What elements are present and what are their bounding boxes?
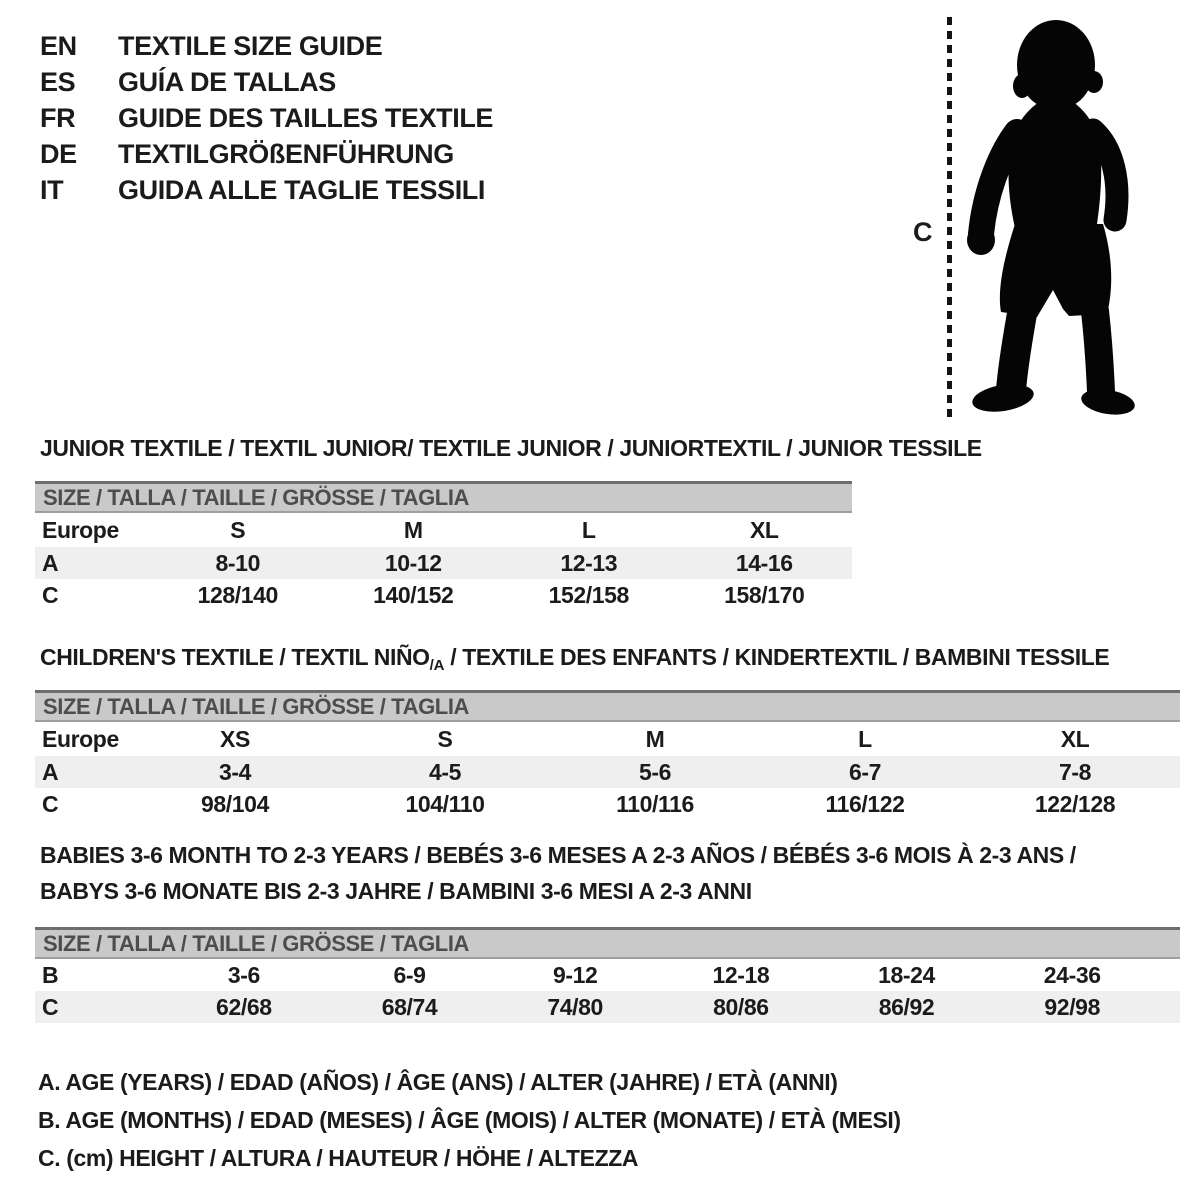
size-column-header: L bbox=[581, 516, 596, 543]
table-row bbox=[35, 547, 852, 579]
table-cell: 80/86 bbox=[713, 993, 769, 1020]
table-cell: 12-18 bbox=[712, 961, 770, 988]
table-row bbox=[35, 579, 852, 611]
size-column-header: XL bbox=[749, 516, 779, 543]
babies-table-rows bbox=[35, 959, 1180, 1023]
language-list bbox=[40, 28, 493, 208]
table-cell: 18-24 bbox=[878, 961, 935, 988]
table-cell: 5-6 bbox=[638, 758, 672, 785]
table-cell: 3-6 bbox=[227, 961, 260, 988]
children-section-title bbox=[40, 639, 1109, 679]
legend-age-years: A. AGE (YEARS) / EDAD (AÑOS) / ÂGE (ANS) / ALTER (JAHRE) / ETÀ (ANNI) bbox=[38, 1069, 838, 1095]
guide-title: GUÍA DE TALLAS bbox=[118, 67, 336, 97]
size-column-header: M bbox=[645, 725, 665, 752]
row-label: C bbox=[42, 581, 59, 608]
language-row bbox=[40, 64, 493, 100]
region-label: Europe bbox=[42, 516, 119, 543]
size-header-bar: SIZE / TALLA / TAILLE / GRÖSSE / TAGLIA bbox=[35, 927, 1180, 959]
children-table-rows bbox=[35, 722, 1180, 820]
children-title-suffix: / TEXTILE DES ENFANTS / KINDERTEXTIL / BAMBINI TESSILE bbox=[444, 644, 1110, 670]
row-label: A bbox=[42, 758, 59, 785]
table-cell: 12-13 bbox=[560, 549, 618, 576]
table-cell: 7-8 bbox=[1058, 758, 1092, 785]
table-cell: 158/170 bbox=[724, 581, 805, 608]
table-cell: 14-16 bbox=[735, 549, 793, 576]
height-measure-label: C bbox=[913, 217, 933, 247]
measurement-legend bbox=[38, 1063, 901, 1177]
table-cell: 6-9 bbox=[393, 961, 426, 988]
table-row bbox=[35, 959, 1180, 991]
table-cell: 86/92 bbox=[878, 993, 935, 1020]
table-header-row bbox=[35, 722, 1180, 756]
legend-age-months: B. AGE (MONTHS) / EDAD (MESES) / ÂGE (MOIS) / ALTER (MONATE) / ETÀ (MESI) bbox=[38, 1107, 901, 1133]
table-cell: 128/140 bbox=[197, 581, 278, 608]
table-cell: 74/80 bbox=[547, 993, 603, 1020]
table-cell: 104/110 bbox=[405, 790, 485, 817]
babies-title-line2: BABYS 3-6 MONATE BIS 2-3 JAHRE / BAMBINI 3-6 MESI A 2-3 ANNI bbox=[40, 878, 752, 904]
guide-title: TEXTILE SIZE GUIDE bbox=[118, 31, 383, 61]
legend-height-cm: C. (cm) HEIGHT / ALTURA / HAUTEUR / HÖHE / ALTEZZA bbox=[38, 1145, 639, 1171]
table-cell: 68/74 bbox=[381, 993, 438, 1020]
language-row bbox=[40, 28, 493, 64]
junior-size-table bbox=[35, 481, 852, 611]
size-column-header: XL bbox=[1060, 725, 1090, 752]
table-cell: 9-12 bbox=[552, 961, 598, 988]
table-cell: 92/98 bbox=[1044, 993, 1100, 1020]
size-header-bar: SIZE / TALLA / TAILLE / GRÖSSE / TAGLIA bbox=[35, 690, 1180, 722]
language-code: IT bbox=[40, 175, 64, 205]
table-cell: 116/122 bbox=[825, 790, 905, 817]
guide-title: TEXTILGRÖßENFÜHRUNG bbox=[118, 139, 454, 169]
row-label: C bbox=[42, 790, 59, 817]
language-code: EN bbox=[40, 31, 77, 61]
row-label: C bbox=[42, 993, 59, 1020]
row-label: B bbox=[42, 961, 59, 988]
table-row bbox=[35, 756, 1180, 788]
size-column-header: S bbox=[230, 516, 246, 543]
table-cell: 140/152 bbox=[373, 581, 454, 608]
guide-title: GUIDE DES TAILLES TEXTILE bbox=[118, 103, 494, 133]
language-code: DE bbox=[40, 139, 77, 169]
babies-section-title bbox=[40, 837, 1076, 909]
table-cell: 152/158 bbox=[548, 581, 629, 608]
table-cell: 122/128 bbox=[1034, 790, 1116, 817]
toddler-silhouette-icon bbox=[967, 18, 1139, 418]
babies-size-table bbox=[35, 927, 1180, 1023]
table-cell: 4-5 bbox=[428, 758, 462, 785]
size-column-header: M bbox=[403, 516, 423, 543]
junior-section-title: JUNIOR TEXTILE / TEXTIL JUNIOR/ TEXTILE JUNIOR / JUNIORTEXTIL / JUNIOR TESSILE bbox=[40, 435, 982, 461]
table-header-row bbox=[35, 513, 852, 547]
table-cell: 6-7 bbox=[848, 758, 882, 785]
row-label: A bbox=[42, 549, 59, 576]
language-row bbox=[40, 136, 493, 172]
region-label: Europe bbox=[42, 725, 119, 752]
language-code: ES bbox=[40, 67, 76, 97]
junior-table-rows bbox=[35, 513, 852, 611]
table-cell: 24-36 bbox=[1043, 961, 1101, 988]
height-dashed-line bbox=[947, 17, 952, 417]
table-row bbox=[35, 991, 1180, 1023]
babies-title-line1: BABIES 3-6 MONTH TO 2-3 YEARS / BEBÉS 3-6 MESES A 2-3 AÑOS / BÉBÉS 3-6 MOIS À 2-3 ANS / bbox=[40, 842, 1076, 868]
table-cell: 3-4 bbox=[218, 758, 252, 785]
height-figure bbox=[905, 10, 1190, 422]
table-cell: 10-12 bbox=[384, 549, 442, 576]
language-row bbox=[40, 172, 493, 208]
children-size-table bbox=[35, 690, 1180, 820]
language-row bbox=[40, 100, 493, 136]
table-cell: 98/104 bbox=[201, 790, 269, 817]
children-title-prefix: CHILDREN'S TEXTILE / TEXTIL NIÑO bbox=[40, 644, 430, 670]
table-cell: 62/68 bbox=[216, 993, 272, 1020]
table-cell: 110/116 bbox=[616, 790, 694, 817]
table-cell: 8-10 bbox=[215, 549, 260, 576]
size-header-bar: SIZE / TALLA / TAILLE / GRÖSSE / TAGLIA bbox=[35, 481, 852, 513]
guide-title: GUIDA ALLE TAGLIE TESSILI bbox=[118, 175, 485, 205]
size-column-header: XS bbox=[220, 725, 250, 752]
language-code: FR bbox=[40, 103, 76, 133]
size-column-header: L bbox=[858, 725, 872, 752]
children-title-subscript: /A bbox=[429, 657, 445, 674]
size-column-header: S bbox=[437, 725, 453, 752]
table-row bbox=[35, 788, 1180, 820]
